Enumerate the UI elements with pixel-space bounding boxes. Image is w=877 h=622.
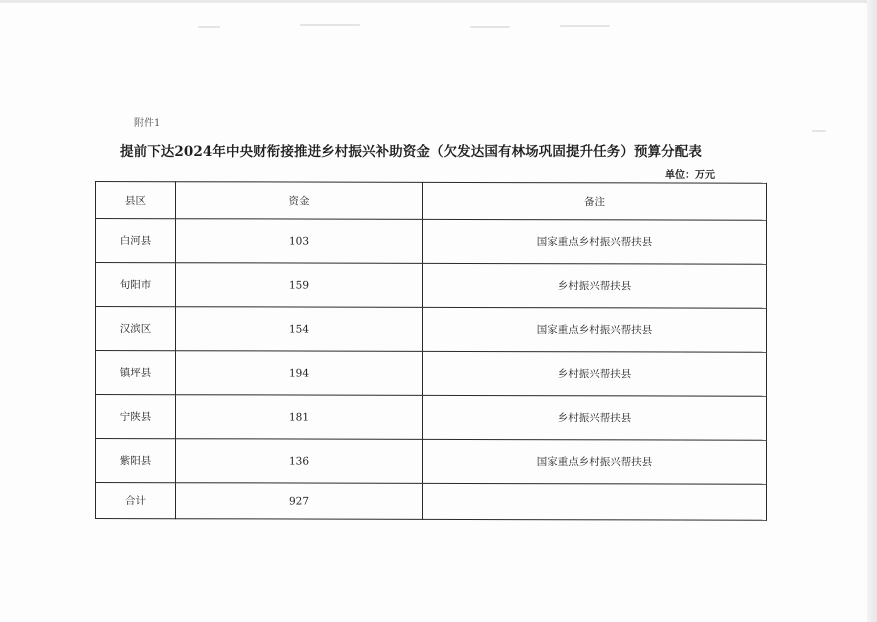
header-funds: 资金 [176, 182, 423, 220]
scan-edge-top [0, 0, 877, 3]
cell-remark: 国家重点乡村振兴帮扶县 [423, 439, 767, 484]
cell-funds: 136 [176, 439, 423, 484]
table-row [96, 351, 767, 397]
scan-edge-right [867, 0, 877, 622]
cell-funds: 154 [176, 307, 423, 352]
header-county: 县区 [96, 182, 176, 219]
total-remark [423, 483, 767, 520]
table-row [96, 219, 767, 265]
cell-county: 旬阳市 [96, 263, 176, 307]
cell-remark: 乡村振兴帮扶县 [423, 395, 767, 440]
header-remark: 备注 [423, 182, 767, 220]
scan-smudge [560, 25, 610, 27]
scan-smudge [470, 26, 510, 28]
cell-funds: 194 [176, 351, 423, 396]
document-title: 提前下达2024年中央财衔接推进乡村振兴补助资金（欠发达国有林场巩固提升任务）预算分配表 [120, 144, 702, 160]
cell-funds: 181 [176, 395, 423, 440]
table-row [96, 439, 767, 485]
cell-funds: 103 [176, 219, 423, 264]
cell-county: 白河县 [96, 219, 176, 263]
table-row [96, 395, 767, 441]
scan-smudge [812, 130, 826, 132]
total-funds: 927 [176, 483, 423, 520]
table-row [96, 263, 767, 309]
total-label: 合计 [96, 483, 176, 519]
budget-table [95, 181, 767, 521]
cell-remark: 乡村振兴帮扶县 [423, 263, 767, 308]
scan-smudge [198, 26, 220, 28]
unit-label: 单位：万元 [665, 170, 715, 181]
table-header-row [96, 182, 767, 221]
cell-county: 镇坪县 [96, 351, 176, 395]
cell-county: 紫阳县 [96, 439, 176, 483]
cell-county: 宁陕县 [96, 395, 176, 439]
scan-smudge [300, 24, 360, 26]
table-total-row [96, 483, 767, 521]
cell-remark: 乡村振兴帮扶县 [423, 351, 767, 396]
cell-county: 汉滨区 [96, 307, 176, 351]
cell-remark: 国家重点乡村振兴帮扶县 [423, 219, 767, 264]
attachment-label: 附件1 [134, 118, 161, 129]
budget-table-container [95, 181, 766, 532]
table-row [96, 307, 767, 353]
cell-remark: 国家重点乡村振兴帮扶县 [423, 307, 767, 352]
cell-funds: 159 [176, 263, 423, 308]
